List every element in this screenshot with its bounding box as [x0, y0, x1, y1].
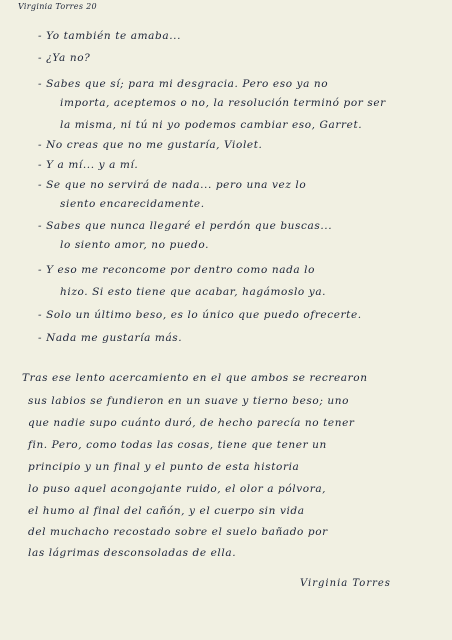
dialogue-line: lo siento amor, no puedo.: [60, 239, 210, 251]
author-signature: Virginia Torres: [300, 578, 391, 589]
dialogue-line: hizo. Si esto tiene que acabar, hagámoslo ya.: [60, 286, 327, 298]
narration-line: Tras ese lento acercamiento en el que ambos se recrearon: [22, 372, 368, 384]
narration-line: lo puso aquel acongojante ruido, el olor a pólvora,: [28, 483, 327, 495]
narration-line: las lágrimas desconsoladas de ella.: [28, 547, 237, 559]
dialogue-line: - Sabes que nunca llegaré el perdón que buscas...: [38, 220, 333, 232]
narration-line: el humo al final del cañón, y el cuerpo sin vida: [28, 505, 305, 517]
dialogue-line: importa, aceptemos o no, la resolución terminó por ser: [60, 97, 386, 109]
dialogue-line: - Y a mí... y a mí.: [38, 159, 139, 171]
dialogue-line: - Solo un último beso, es lo único que puedo ofrecerte.: [38, 309, 362, 321]
narration-line: fin. Pero, como todas las cosas, tiene que tener un: [28, 439, 327, 451]
dialogue-line: la misma, ni tú ni yo podemos cambiar eso, Garret.: [60, 119, 363, 131]
page-header: Virginia Torres 20: [18, 2, 97, 11]
dialogue-line: - No creas que no me gustaría, Violet.: [38, 139, 263, 151]
narration-line: que nadie supo cuánto duró, de hecho parecía no tener: [28, 417, 355, 429]
dialogue-line: - Se que no servirá de nada... pero una vez lo: [38, 179, 307, 191]
dialogue-line: - Nada me gustaría más.: [38, 332, 183, 344]
dialogue-line: siento encarecidamente.: [60, 198, 205, 210]
dialogue-line: - Sabes que sí; para mi desgracia. Pero eso ya no: [38, 78, 329, 90]
dialogue-line: - Yo también te amaba...: [38, 30, 182, 42]
narration-line: principio y un final y el punto de esta historia: [28, 461, 300, 473]
narration-line: sus labios se fundieron en un suave y tierno beso; uno: [28, 395, 350, 407]
narration-line: del muchacho recostado sobre el suelo bañado por: [28, 526, 328, 538]
dialogue-line: - Y eso me reconcome por dentro como nada lo: [38, 264, 316, 276]
dialogue-line: - ¿Ya no?: [38, 52, 91, 64]
